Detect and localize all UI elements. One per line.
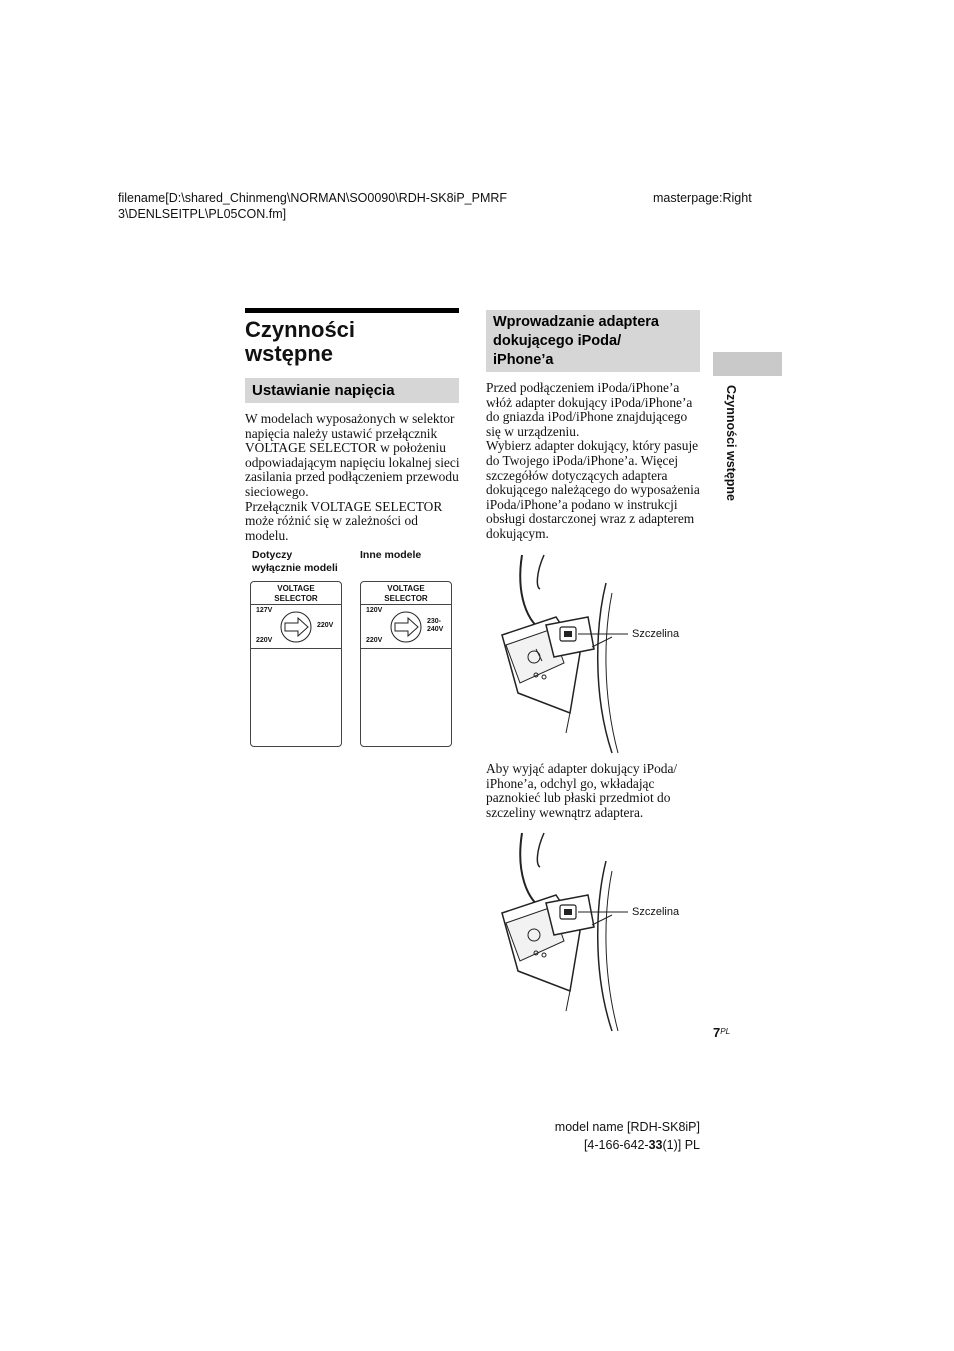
page-title bbox=[245, 318, 355, 366]
footer-code bbox=[500, 1136, 700, 1154]
dock-adapter-illustration-2 bbox=[496, 831, 686, 1033]
adapter-paragraph-2: Wybierz adapter dokujący, który pasuje do Twojego iPoda/iPhone’a. Więcej szczegółów dotyczących adaptera dokującego należącego do wyposażenia iPoda/iPhone’a podano w instrukcji obsługi dostarczonej wraz z adapterem dokującym. bbox=[486, 438, 700, 541]
subheading-voltage: Ustawianie napięcia bbox=[245, 378, 459, 403]
page-title-line2: wstępne bbox=[245, 341, 334, 366]
subheading-adapter-line1: Wprowadzanie adaptera bbox=[493, 314, 659, 330]
vs1-divider-top bbox=[251, 604, 341, 605]
footer bbox=[500, 1118, 700, 1154]
voltage-selector-panel-2 bbox=[360, 581, 452, 747]
vs2-title-line1: VOLTAGE bbox=[387, 584, 425, 593]
page-number bbox=[713, 1025, 730, 1040]
vs1-title-line2: SELECTOR bbox=[274, 594, 318, 603]
page-number-value: 7 bbox=[713, 1025, 721, 1040]
side-tab-label: Czynności wstępne bbox=[724, 385, 738, 501]
vs1-title-line1: VOLTAGE bbox=[277, 584, 315, 593]
side-tab-marker bbox=[713, 352, 782, 376]
vs2-right-line2: 240V bbox=[427, 626, 444, 633]
header-filename-line1: filename[D:\shared_Chinmeng\NORMAN\SO0090\RDH-SK8iP_PMRF bbox=[118, 191, 508, 205]
selector-label-2 bbox=[360, 549, 421, 562]
title-rule bbox=[245, 308, 459, 313]
vs1-divider-bottom bbox=[251, 648, 341, 649]
switch-knob-icon bbox=[278, 609, 318, 645]
vs1-top-left: 127V bbox=[256, 607, 273, 614]
subheading-adapter bbox=[486, 310, 700, 372]
voltage-text bbox=[245, 412, 461, 543]
vs2-divider-top bbox=[361, 604, 451, 605]
footer-code-suffix: (1)] PL bbox=[662, 1138, 700, 1152]
vs2-right-value bbox=[427, 618, 443, 634]
subheading-adapter-line3: iPhone’a bbox=[493, 352, 554, 368]
selector-label-2-line1: Inne modele bbox=[360, 549, 422, 561]
page-title-line1: Czynności bbox=[245, 317, 356, 342]
vs1-right-value: 220V bbox=[317, 622, 334, 629]
footer-model: model name [RDH-SK8iP] bbox=[554, 1120, 700, 1134]
adapter-paragraph-1: Przed podłączeniem iPoda/iPhone’a włóż adapter dokujący iPoda/iPhone’a do gniazda iPod/iPhone znajdującego się w urządzeniu. bbox=[486, 380, 693, 439]
dock-adapter-illustration-1 bbox=[496, 553, 686, 755]
vs2-title bbox=[361, 584, 451, 604]
header-masterpage: masterpage:Right bbox=[653, 191, 752, 205]
slot-callout-1: Szczelina bbox=[632, 628, 680, 640]
voltage-paragraph-1: W modelach wyposażonych w selektor napięcia należy ustawić przełącznik VOLTAGE SELECTOR w położeniu odpowiadającym napięciu lokalnej sieci zasilania przed podłączeniem przewodu sieciowego. bbox=[245, 411, 460, 499]
selector-label-1 bbox=[252, 549, 338, 575]
vs2-divider-bottom bbox=[361, 648, 451, 649]
vs2-right-line1: 230- bbox=[427, 618, 442, 625]
page-number-suffix: PL bbox=[720, 1027, 731, 1036]
voltage-paragraph-2: Przełącznik VOLTAGE SELECTOR może różnić się w zależności od modelu. bbox=[245, 498, 443, 543]
selector-label-1-line1: Dotyczy bbox=[252, 549, 293, 561]
vs2-bottom-left: 220V bbox=[366, 637, 383, 644]
footer-code-prefix: [4-166-642- bbox=[583, 1138, 649, 1152]
footer-code-bold: 33 bbox=[648, 1138, 663, 1152]
vs2-title-line2: SELECTOR bbox=[384, 594, 428, 603]
vs1-title bbox=[251, 584, 341, 604]
voltage-selector-panel-1 bbox=[250, 581, 342, 747]
selector-label-1-line2: wyłącznie modeli bbox=[252, 562, 338, 574]
subheading-adapter-line2: dokującego iPoda/ bbox=[493, 333, 622, 349]
vs1-bottom-left: 220V bbox=[256, 637, 273, 644]
remove-text: Aby wyjąć adapter dokujący iPoda/ iPhone’a, odchyl go, wkładając paznokieć lub płaski przedmiot do szczeliny wewnątrz adaptera. bbox=[486, 761, 678, 820]
vs2-top-left: 120V bbox=[366, 607, 383, 614]
switch-knob-icon bbox=[388, 609, 428, 645]
adapter-text bbox=[486, 381, 700, 542]
slot-callout-2: Szczelina bbox=[632, 906, 680, 918]
header-filename-line2: 3\DENLSEITPL\PL05CON.fm] bbox=[118, 207, 287, 221]
header-filename bbox=[118, 190, 507, 222]
